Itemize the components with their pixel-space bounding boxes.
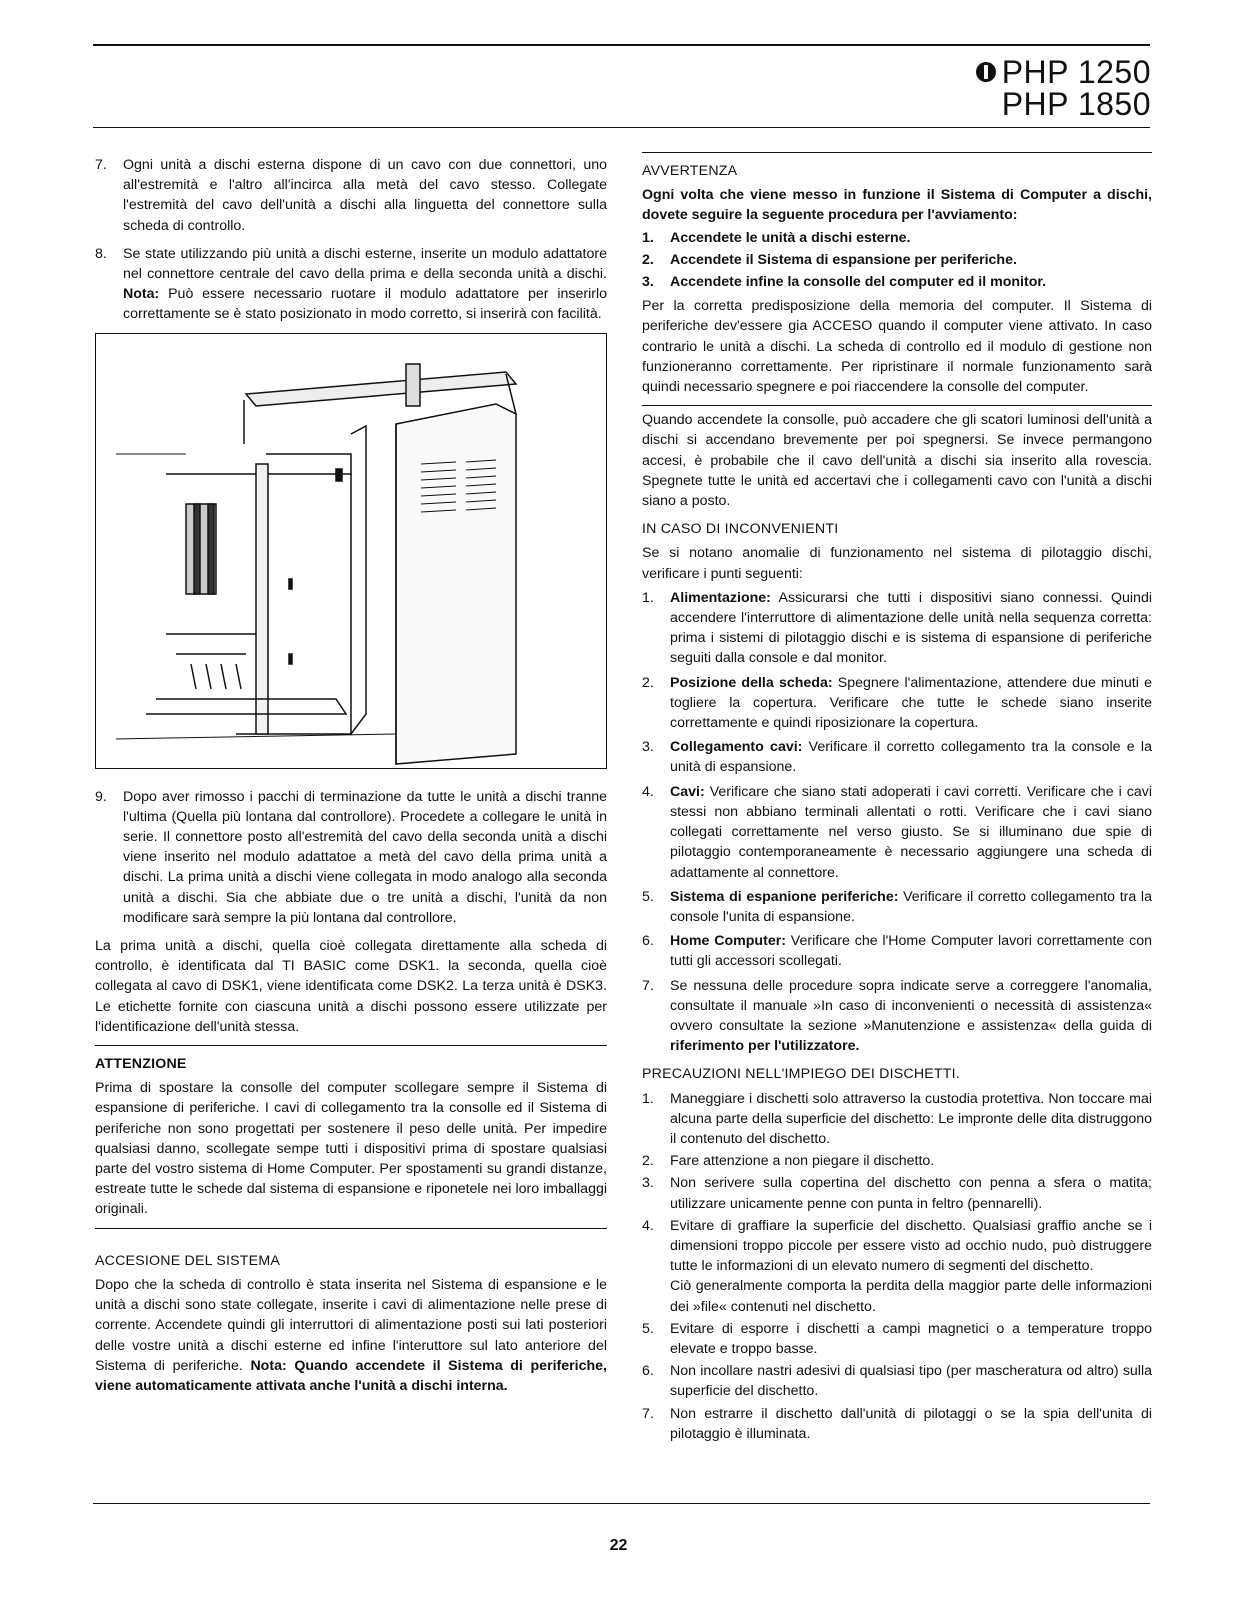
item-body <box>670 1361 1152 1401</box>
attenzione-heading: ATTENZIONE <box>95 1056 187 1073</box>
step-number: 2. <box>642 251 654 268</box>
header <box>976 56 1151 120</box>
item-label: Posizione della scheda: <box>670 674 833 691</box>
left-column <box>95 155 607 1404</box>
avvertenza-intro: Ogni volta che viene messo in funzione il Sistema di Computer a dischi, dovete seguire la seguente procedura per l'avviamento: <box>642 187 1152 224</box>
startup-step <box>642 250 1152 270</box>
precauzioni-item <box>642 1151 1152 1171</box>
item-number: 3. <box>642 1175 654 1192</box>
avvertenza-heading: AVVERTENZA <box>642 163 738 179</box>
item-text: Verificare il corretto collegamento tra la console e la unità di espansione. <box>670 739 1152 776</box>
inconvenienti-item <box>642 588 1152 669</box>
item-number: 7. <box>642 1405 654 1422</box>
item-text: Maneggiare i dischetti solo attraverso la custodia protettiva. Non toccare mai alcuna parte della superficie del dischetto: Le impronte delle dita distruggono il contenuto del dischetto. <box>670 1090 1152 1147</box>
inconvenienti-item <box>642 931 1152 971</box>
divider <box>642 152 1152 153</box>
precauzioni-item <box>642 1216 1152 1317</box>
disk-drive-illustration <box>95 333 607 769</box>
list-item-9: 9. Dopo aver rimosso i pacchi di terminazione da tutte le unità a dischi tranne l'ultima (Quella più lontana dal controllore). Procedete a collegare le unità in serie. Il connettore posto all'estremità del cavo della seconda unità a dischi viene inserito nel modulo adattatoe a metà del cavo della prima unità a dischi. La prima unità a dischi viene collegata in modo analogo alla seconda unità a dischi. Sia che abbiate due o tre unità a dischi, l'unità da non modificare sarà sempre la più lontana dal controllore. <box>95 788 607 926</box>
inconvenienti-item <box>642 887 1152 927</box>
item-label: Sistema di espanione periferiche: <box>670 888 899 905</box>
precauzioni-item <box>642 1089 1152 1150</box>
inconvenienti-item <box>642 737 1152 777</box>
item-text: Non incollare nastri adesivi di qualsiasi tipo (per mascheratura od altro) sulla superficie del dischetto. <box>670 1363 1152 1400</box>
item-text: Verificare che l'Home Computer lavori correttamente con tutti gli accessori scollegati. <box>670 933 1152 970</box>
item-text: Fare attenzione a non piegare il dischetto. <box>670 1153 935 1170</box>
item-body <box>670 673 1152 734</box>
precauzioni-item <box>642 1404 1152 1444</box>
bottom-rule <box>93 1503 1150 1504</box>
item-number: 6. <box>642 1363 654 1380</box>
top-rule <box>93 44 1150 46</box>
startup-step <box>642 228 1152 248</box>
inconvenienti-list <box>642 588 1152 1056</box>
item-body <box>670 931 1152 971</box>
item-text: Se nessuna delle procedure sopra indicate serve a correggere l'anomalia, consultate il manuale »In caso di inconvenienti o necessità di assistenza« ovvero consultate la sezione »Manutenzione e assistenza« della guida di <box>670 977 1152 1034</box>
item-label: Collegamento cavi: <box>670 739 803 756</box>
item-number: 1. <box>642 1090 654 1107</box>
precauzioni-heading: PRECAUZIONI NELL'IMPIEGO DEI DISCHETTI. <box>642 1066 960 1083</box>
divider <box>95 1228 607 1229</box>
item-number: 7. <box>642 977 654 994</box>
item-text: Verificare il corretto collegamento tra la console l'unita di espansione. <box>670 888 1152 925</box>
inconvenienti-item <box>642 976 1152 1057</box>
disk-drive-drawing <box>96 334 606 766</box>
inconvenienti-intro: Se si notano anomalie di funzionamento nel sistema di pilotaggio dischi, verificare i punti seguenti: <box>642 545 1152 582</box>
item-text: Evitare di graffiare la superficie del dischetto. Qualsiasi graffio anche se i dimensioni troppo piccole per essere visto ad occhio nudo, può distruggere tutte le informazioni di un elevato numero di segmenti del dischetto. <box>670 1217 1152 1275</box>
item-body <box>670 1151 1152 1171</box>
dsk-identification-paragraph: La prima unità a dischi, quella cioè collegata direttamente alla scheda di controllo, è identificata dal TI BASIC come DSK1. la seconda, quella cioè collegata al cavo di DSK1, viene identificata come DSK2. La terza unità è DSK3. Le etichette fornite con ciascuna unità a dischi possono essere utilizzate per l'identificazione dell'unità stessa. <box>95 938 607 1035</box>
item-text: Evitare di esporre i dischetti a campi magnetici o a temperature troppo elevate e troppo basse. <box>670 1320 1152 1357</box>
item-number: 1. <box>642 589 654 606</box>
item-text: Non serivere sulla copertina del dischetto con penna a sfera o matita; utilizzare unicamente penne con punta in feltro (pennarelli). <box>670 1175 1152 1212</box>
item-number: 5. <box>642 888 654 905</box>
accesione-text: Dopo che la scheda di controllo è stata inserita nel Sistema di espansione e le unità a dischi sono state collegate, inserite i cavi di alimentazione nelle prese di corrente. Accendete quindi gli interruttori di alimentazione posti sui lati posteriori delle vostre unità a dischi esterne ed infine l'interuttore sul lato anteriore del Sistema di periferiche. Nota: Quando accendete il Sistema di periferiche, viene automaticamente attivata anche l'unità a dischi interna. <box>95 1276 607 1394</box>
philips-logo-icon <box>976 62 996 82</box>
item-body <box>670 1319 1152 1359</box>
item-body <box>670 1216 1152 1317</box>
divider <box>642 405 1152 406</box>
item-body <box>670 1089 1152 1150</box>
item-tail: riferimento per l'utilizzatore. <box>670 1038 860 1055</box>
item-body <box>670 887 1152 927</box>
item-body <box>670 737 1152 777</box>
item-text: Non estrarre il dischetto dall'unità di pilotaggi o se la spia dell'unita di pilotaggio è illuminata. <box>670 1405 1152 1442</box>
item-label: Alimentazione: <box>670 589 771 606</box>
item-text: Assicurarsi che tutti i dispositivi siano connessi. Quindi accendere l'interruttore di alimentazione delle unità nella sequenza corretta: prima i sistemi di pilotaggio dischi e is sistema di espansione di periferiche seguiti dalla console e dal monitor. <box>670 589 1152 667</box>
item-number: 6. <box>642 933 654 950</box>
precauzioni-item <box>642 1319 1152 1359</box>
step-number: 3. <box>642 274 654 291</box>
item-label: Home Computer: <box>670 933 786 950</box>
item-body <box>670 1173 1152 1213</box>
item-body <box>670 588 1152 669</box>
item-number: 3. <box>642 739 654 756</box>
item-number: 2. <box>642 1153 654 1170</box>
divider <box>95 1045 607 1046</box>
precauzioni-item <box>642 1173 1152 1213</box>
inconvenienti-item <box>642 782 1152 883</box>
page-number: 22 <box>609 1537 628 1554</box>
model-line-1: PHP 1250 <box>976 56 1151 88</box>
right-column <box>642 152 1152 1446</box>
avvertenza-paragraph: Per la corretta predisposizione della memoria del computer. Il Sistema di periferiche dev'essere gia ACCESO quando il computer viene attivato. In caso contrario le unità a dischi. La scheda di controllo ed il modulo di gestione non funzioneranno correttamente. Per ripristinare il normale funzionamento sarà quindi necessario spegnere e poi riaccendere la consolle del computer. <box>642 298 1152 396</box>
inconvenienti-item <box>642 673 1152 734</box>
model-line-2: PHP 1850 <box>1001 86 1151 122</box>
startup-step <box>642 272 1152 292</box>
precauzioni-item <box>642 1361 1152 1401</box>
list-item-7: 7. Ogni unità a dischi esterna dispone di un cavo con due connettori, uno all'estremità e l'altro all'incirca alla metà del cavo stesso. Collegate l'estremità del cavo dell'unità a dischi alla linguetta del connettore sulla scheda di controllo. <box>95 157 607 234</box>
item-body <box>670 782 1152 883</box>
attenzione-text: Prima di spostare la consolle del computer scollegare sempre il Sistema di espansione di periferiche. I cavi di collegamento tra la consolle ed il Sistema di periferiche non sono progettati per sostenere il peso delle unità. Per impedire qualsiasi danno, scollegate sempe tutti i dispositivi prima di spostare qualsiasi parte del vostro sistema di Home Computer. Per spostamenti su grandi distanze, estreate tutte le schede dal sistema di espansione e riponetele nei loro imballaggi originali. <box>95 1080 607 1218</box>
header-rule <box>93 127 1150 128</box>
step-text: Accendete infine la consolle del computer ed il monitor. <box>670 274 1047 291</box>
item-number: 4. <box>642 783 654 800</box>
item-number: 5. <box>642 1320 654 1337</box>
item-label: Cavi: <box>670 783 705 800</box>
item-body <box>670 1404 1152 1444</box>
item-text: Spegnere l'alimentazione, attendere due minuti e togliere la copertura. Verificare che tutte le schede siano inserite correttamente e quindi riposizionare la copertura. <box>670 674 1152 732</box>
inconvenienti-heading: IN CASO DI INCONVENIENTI <box>642 521 839 538</box>
quando-paragraph: Quando accendete la consolle, può accadere che gli scatori luminosi dell'unità a dischi si accendano brevemente per poi spegnersi. Se invece permangono accesi, è probabile che il cavo dell'unità a dischi sia inserito alla rovescia. Spegnete tutte le unità ed accertavi che i collegamenti cavo con l'unità a dischi siano a posto. <box>642 412 1152 510</box>
precauzioni-list <box>642 1089 1152 1444</box>
item-number: 2. <box>642 674 654 691</box>
startup-steps <box>642 228 1152 293</box>
accesione-heading: ACCESIONE DEL SISTEMA <box>95 1252 281 1269</box>
step-text: Accendete le unità a dischi esterne. <box>670 229 911 246</box>
list-item-8: 8. Se state utilizzando più unità a dischi esterne, inserite un modulo adattatore nel connettore centrale del cavo della prima e della seconda unità a dischi. Nota: Può essere necessario ruotare il modulo adattatore per inserirlo correttamente se è stato posizionato in modo corretto, si inserirà con facilità. <box>95 245 607 323</box>
step-number: 1. <box>642 229 654 246</box>
item-body <box>670 976 1152 1057</box>
item-number: 4. <box>642 1217 654 1234</box>
step-text: Accendete il Sistema di espansione per periferiche. <box>670 251 1017 268</box>
item-extra: Ciò generalmente comporta la perdita della maggior parte delle informazioni dei »file« contenuti nel dischetto. <box>670 1278 1152 1315</box>
item-text: Verificare che siano stati adoperati i cavi corretti. Verificare che i cavi stessi non abbiano terminali allentati o rotti. Verificare che i cavi siano collegati correttamente nel verso giusto. Se si illuminano due spie di pilotaggio contemporaneamente è necessario aggiungere una scheda di adattamente al connettore. <box>670 783 1152 881</box>
